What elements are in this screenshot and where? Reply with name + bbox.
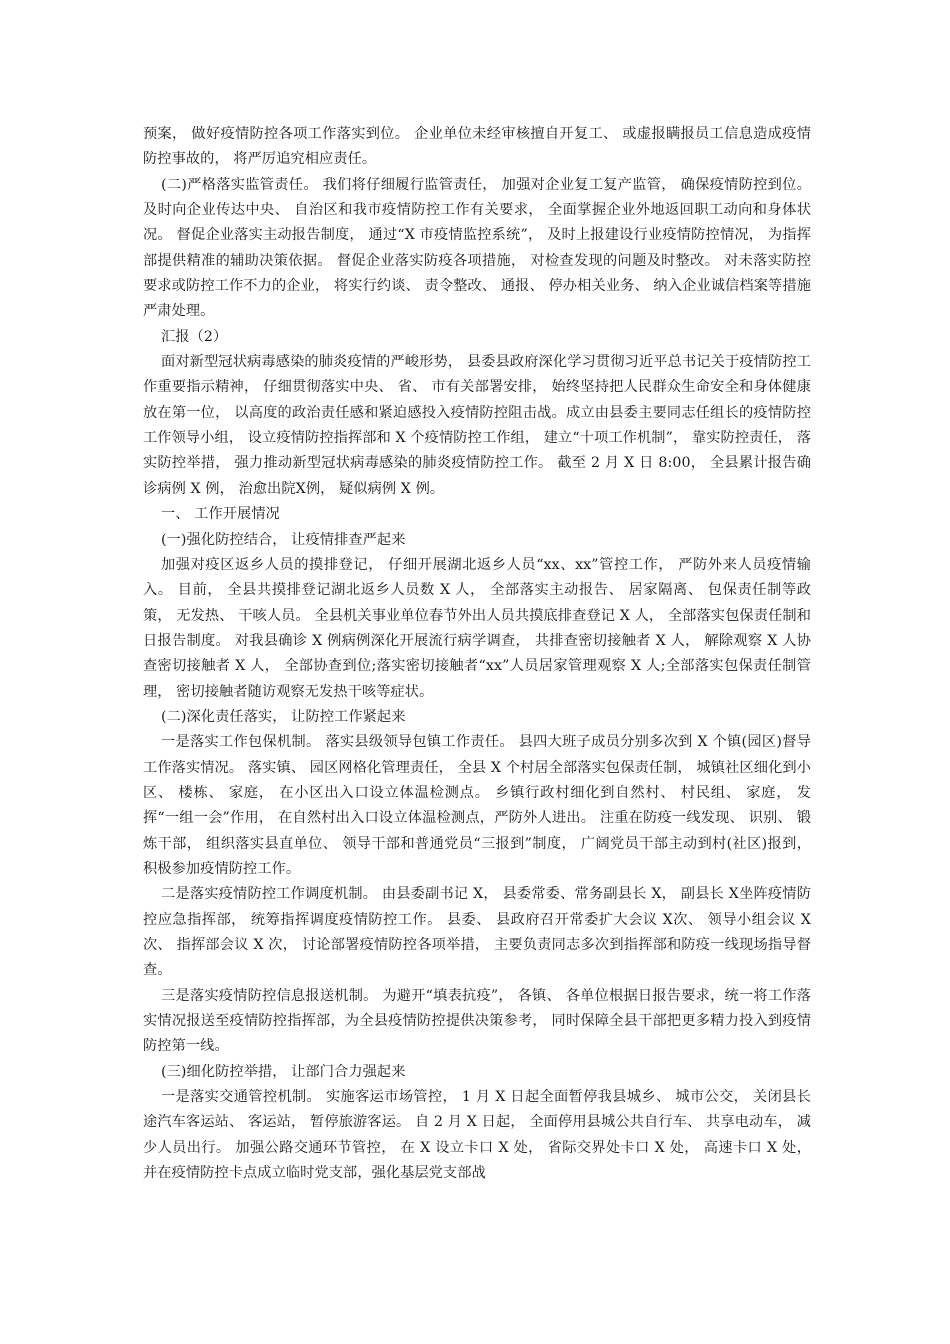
paragraph-situation-overview: 面对新型冠状病毒感染的肺炎疫情的严峻形势， 县委县政府深化学习贯彻习近平总书记关于疫情防控工作重要指示精神， 仔细贯彻落实中央、 省、 市有关部署安排， 始终坚持把人民群众生命安全和身体健康放在第一位， 以高度的政治责任感和紧迫感投入疫情防控阻击战。成立由县委主要同志任组长的疫情防控工作领导小组， 设立疫情防控指挥部和 X 个疫情防控工作组， 建立“十项工作机制”， 靠实防控责任， 落实防控举措， 强力推动新型冠状病毒感染的肺炎疫情防控工作。 截至 2 月 X 日 8:00， 全县累计报告确诊病例 X 例， 治愈出院X例， 疑似病例 X 例。 xyxy=(143,354,811,497)
paragraph-dispatch-mechanism: 二是落实疫情防控工作调度机制。 由县委副书记 X， 县委常委、常务副县长 X， 副县长 X坐阵疫情防控应急指挥部， 统筹指挥调度疫情防控工作。 县委、 县政府召开常委扩大会议 X次、 领导小组会议 X 次、 指挥部会议 X 次， 讨论部署疫情防控各项举措， 主要负责同志多次到指挥部和防疫一线现场指导督查。 xyxy=(143,886,811,979)
subheading-responsibility: (二)深化责任落实， 让防控工作紧起来 xyxy=(161,708,406,725)
paragraph-reporting-mechanism: 三是落实疫情防控信息报送机制。 为避开“填表抗疫”， 各镇、 各单位根据日报告要求，统一将工作落实情况报送至疫情防控指挥部，为全县疫情防控提供决策参考， 同时保障全县干部把更多精力投入到疫情防控第一线。 xyxy=(143,987,811,1055)
paragraph-supervision-duty: (二)严格落实监管责任。 我们将仔细履行监管责任， 加强对企业复工复产监管， 确保疫情防控到位。 及时向企业传达中央、 自治区和我市疫情防控工作有关要求， 全面掌握企业外地返回职工动向和身体状况。 督促企业落实主动报告制度， 通过“X 市疫情监控系统”， 及时上报建设行业疫情防控情况， 为指挥部提供精准的辅助决策依据。 督促企业落实防疫各项措施， 对检查发现的问题及时整改。 对未落实防控要求或防控工作不力的企业， 将实行约谈、 责令整改、 通报、 停办相关业务、 纳入企业诚信档案等措施严肃处理。 xyxy=(143,176,811,320)
section-heading-report-2: 汇报（2） xyxy=(161,328,228,345)
subheading-prevention-control: (一)强化防控结合， 让疫情排查严起来 xyxy=(161,531,406,548)
paragraph-package-mechanism: 一是落实工作包保机制。 落实县级领导包镇工作责任。 县四大班子成员分别多次到 X 个镇(园区)督导工作落实情况。 落实镇、 园区网格化管理责任， 全县 X 个村居全部落实包保责任制， 城镇社区细化到小区、 楼栋、 家庭， 在小区出入口设立体温检测点。 乡镇行政村细化到自然村、 村民组、 家庭， 发挥“一组一会”作用， 在自然村出入口设立体温检测点，严防外人进出。 注重在防疫一线发现、 识别、 锻炼干部， 组织落实县直单位、 领导干部和普通党员“三报到”制度， 广阔党员干部主动到村(社区)报到， 积极参加疫情防控工作。 xyxy=(143,734,811,877)
paragraph-1: 预案， 做好疫情防控各项工作落实到位。 企业单位未经审核擅自开复工、 或虚报瞒报员工信息造成疫情防控事故的， 将严厉追究相应责任。 xyxy=(143,126,811,168)
heading-work-progress: 一、 工作开展情况 xyxy=(161,506,280,523)
subheading-measures: (三)细化防控举措， 让部门合力强起来 xyxy=(161,1063,406,1080)
document-page xyxy=(143,122,811,1186)
paragraph-traffic-control: 一是落实交通管控机制。 实施客运市场管控， 1 月 X 日起全面暂停我县城乡、 城市公交， 关闭县长途汽车客运站、 客运站， 暂停旅游客运。 自 2 月 X 日起， 全面停用县城公共自行车、 共享电动车， 减少人员出行。 加强公路交通环节管控， 在 X 设立卡口 X 处， 省际交界处卡口 X 处， 高速卡口 X 处， 并在疫情防控卡点成立临时党支部，强化基层党支部战 xyxy=(143,1089,811,1182)
paragraph-screening: 加强对疫区返乡人员的摸排登记， 仔细开展湖北返乡人员“xx、xx”管控工作， 严防外来人员疫情输入。 目前， 全县共摸排登记湖北返乡人员数 X 人， 全部落实主动报告、 居家隔离、 包保责任制等政策， 无发热、 干咳人员。 全县机关事业单位春节外出人员共摸底排查登记 X 人， 全部落实包保责任制和日报告制度。 对我县确诊 X 例病例深化开展流行病学调查， 共排查密切接触者 X 人， 解除观察 X 人协查密切接触者 X 人， 全部协查到位;落实密切接触者“xx”人员居家管理观察 X 人;全部落实包保责任制管理， 密切接触者随访观察无发热干咳等症状。 xyxy=(143,556,811,700)
